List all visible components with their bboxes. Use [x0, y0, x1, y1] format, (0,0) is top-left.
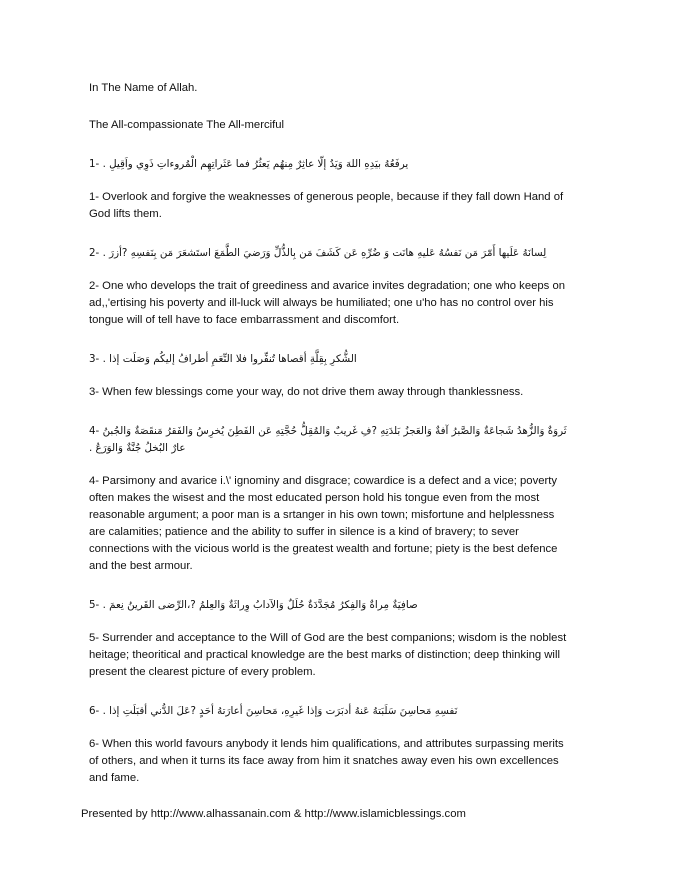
footer-credits: Presented by http://www.alhassanain.com & http://www.islamicblessings.com: [81, 808, 466, 820]
saying-2-arabic: [89, 245, 567, 262]
saying-1-english: 1- Overlook and forgive the weaknesses of generous people, because if they fall down Hand of God lifts them.: [89, 191, 564, 220]
saying-6-number: 6-: [89, 705, 100, 717]
saying-1-arabic-text: يرفَعُهُ بيَدِهِ اللهَ وَيَدُ إلّا عاثِرٌ مِنهُم يَعثُرُ فما عَثَراتِهِم الْمُروءاتِ ذَوِي واَقِيلِ .: [102, 158, 409, 170]
saying-4-number: 4-: [89, 425, 100, 437]
saying-3-arabic: [89, 351, 567, 368]
saying-1-number: 1-: [89, 158, 100, 170]
saying-2-english: 2- One who develops the trait of greediness and avarice invites degradation; one who keeps on ad,,'ertising his poverty and ill-luck will always be humiliated; one u'ho has no control over his tongue will of tell have to face embarrassment and discomfort.: [89, 280, 566, 326]
saying-6-arabic: [89, 703, 567, 720]
saying-4-arabic-text: ثَروَةٌ وَالزُّهدُ شَجاعَةٌ وَالصَّبرُ آفةٌ وَالعَجزُ بَلدَتِهِ ?فِ غَريبٌ وَالمُقِلُّ حُجَّتِهِ عَن الفَطِنَ يُخرِسُ وَالفَقرُ مَنقَصَةٌ وَالجُبنُ عارٌ البُخلُ جُنَّةٌ وَالوَرَعُ .: [89, 425, 567, 454]
saying-4-arabic: [89, 423, 567, 457]
document-body: [89, 80, 567, 787]
saying-1-arabic: [89, 156, 567, 173]
saying-2-arabic-text: لِسانَهُ عَلَيها أَمّرَ مَن نَفسُهُ عَليهِ هانَت وَ ضُرِّهِ عَن كَشَفَ مَن بِالذُّلِّ وَرَضيَ الطَّمَعَ استَشعَرَ مَن بِنَفسِهِ ?أزرَ .: [102, 247, 547, 259]
saying-3-english: 3- When few blessings come your way, do not drive them away through thanklessness.: [89, 386, 524, 398]
saying-5-number: 5-: [89, 599, 100, 611]
saying-4-english: 4- Parsimony and avarice i.\' ignominy and disgrace; cowardice is a defect and a vice; poverty often makes the wisest and the most educated person hold his tongue even from the most reasonable argument; a poor man is a srtanger in his own town; misfortune and helplessness are calamities; patience and the ability to suffer in silence is a kind of bravery; to sever connections with the vicious world is the greatest wealth and fortune; piety is the best defence and the best armour.: [89, 475, 558, 572]
saying-5-arabic-text: صافِيَةٌ مِراةٌ وَالفِكرُ مُجَدَّدَةٌ حُلَلٌ وَالآدابُ وِراثَةٌ وَالعِلمُ ?،الرِّضى القَرينُ نِعمَ .: [102, 599, 418, 611]
saying-5-arabic: [89, 597, 567, 614]
heading-name-of-allah: In The Name of Allah.: [89, 82, 198, 94]
saying-3-arabic-text: الشُّكرِ بِقِلَّةِ أقصاها تُنفِّروا فلا النِّعَمِ أطرافُ إليكُم وَصَلَت إذا .: [102, 353, 357, 365]
saying-5-english: 5- Surrender and acceptance to the Will of God are the best companions; wisdom is the noblest heitage; theoritical and practical knowledge are the best marks of distinction; deep thinking will present the clearest picture of every problem.: [89, 632, 567, 678]
saying-2-number: 2-: [89, 247, 100, 259]
saying-3-number: 3-: [89, 353, 100, 365]
heading-compassionate: The All-compassionate The All-merciful: [89, 119, 285, 131]
saying-6-english: 6- When this world favours anybody it lends him qualifications, and attributes surpassing merits of others, and when it turns its face away from him it snatches away even his own excellences and fame.: [89, 738, 564, 784]
saying-6-arabic-text: نَفسِهِ مَحاسِنَ سَلَبَتهُ عَنهُ أدبَرَت وَإذا غَيرِهِ، مَحاسِنَ أعارَتهُ أحَدٍ ?عَلَ الدُّني أقبَلَتِ إذا .: [102, 705, 458, 717]
